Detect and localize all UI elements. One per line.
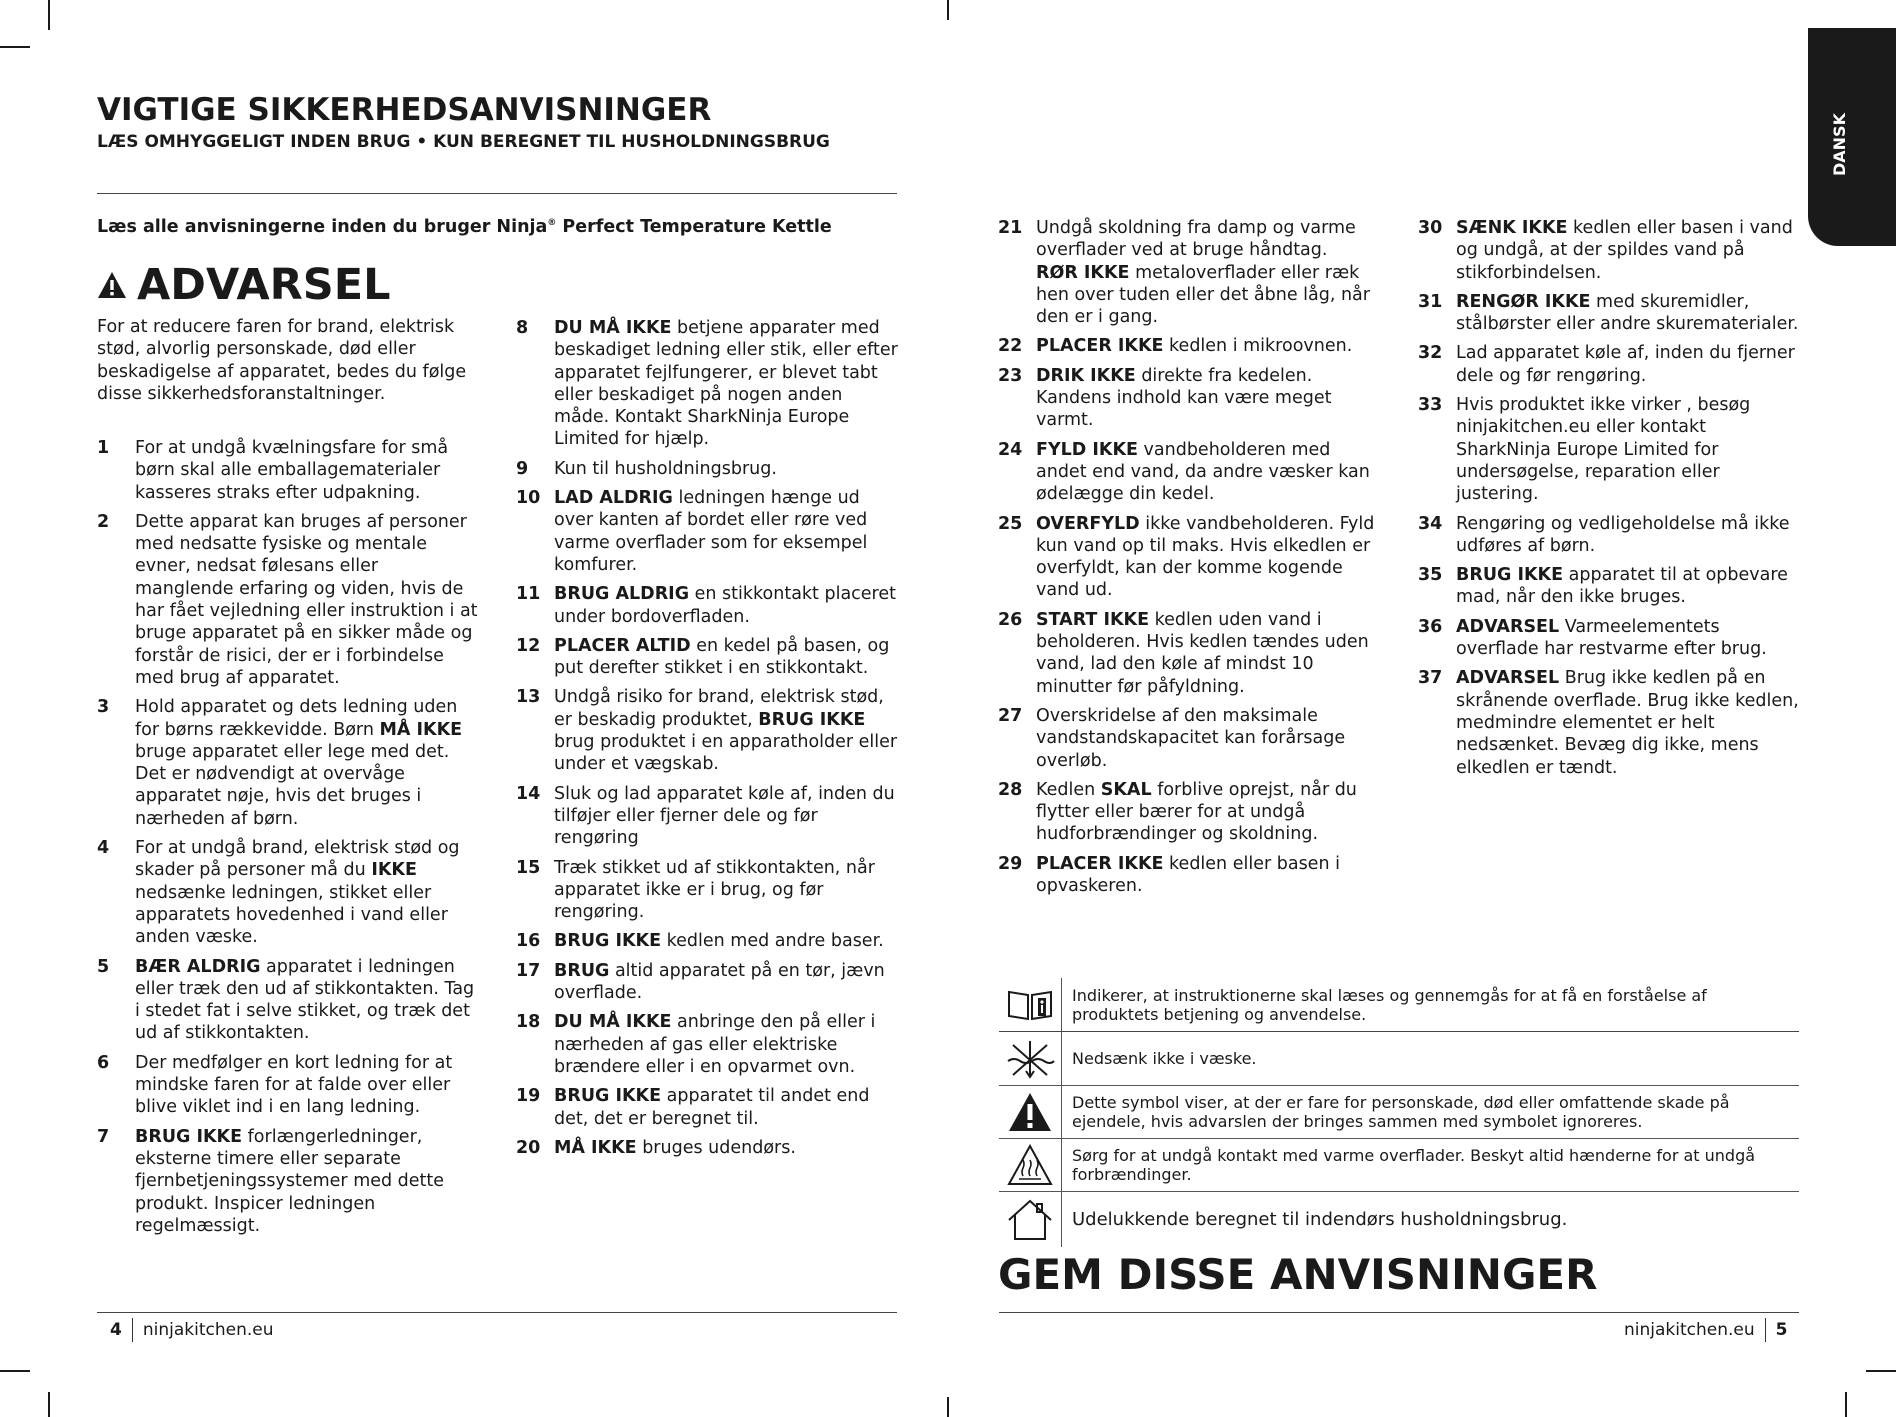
symbol-table [999,978,1799,1247]
item-number: 35 [1418,565,1443,586]
safety-item [1418,342,1803,387]
safety-item [97,437,482,504]
item-number: 9 [516,458,529,479]
safety-item [97,696,482,830]
item-text: SÆNK IKKE kedlen eller basen i vand og undgå, at der spildes vand på stikforbindelsen. [1456,218,1793,283]
crop-mark [1866,1370,1896,1372]
symbol-table-divider [999,1031,1799,1032]
safety-item [998,439,1383,506]
item-number: 6 [97,1052,110,1073]
closing-heading: GEM DISSE ANVISNINGER [998,1250,1598,1299]
item-text: Lad apparatet køle af, inden du fjerner dele og før rengøring. [1456,343,1795,386]
item-text: DRIK IKKE direkte fra kedelen. Kandens indhold kan være meget varmt. [1036,365,1332,431]
item-number: 36 [1418,616,1443,637]
item-text: PLACER IKKE kedlen i mikroovnen. [1036,336,1353,357]
item-text: PLACER ALTID en kedel på basen, og put derefter stikket i en stikkontakt. [554,635,890,679]
items-column-2 [516,317,901,1166]
item-number: 14 [516,783,541,804]
item-text: FYLD IKKE vandbeholderen med andet end vand, da andre væsker kan ødelægge din kedel. [1036,439,1370,505]
item-text: START IKKE kedlen uden vand i beholderen. Hvis kedlen tændes uden vand, lad den køle af mindst 10 minutter før påfyldning. [1036,609,1369,697]
symbol-description: Dette symbol viser, at der er fare for personskade, død eller omfattende skade på ejendele, hvis advarslen der bringes sammen med symbolet ignoreres. [1072,1093,1730,1131]
item-text: BÆR ALDRIG apparatet i ledningen eller træk den ud af stikkontakten. Tag i stedet fat i selve stikket, og træk det ud af stikkontakten. [135,956,475,1044]
items-column-1 [97,437,482,1244]
safety-item [1418,291,1803,336]
footer-separator [1765,1318,1766,1342]
item-number: 11 [516,584,541,605]
safety-item [516,857,901,924]
safety-item [516,686,901,775]
symbol-row [999,1032,1799,1086]
safety-item [1418,513,1803,558]
safety-item [97,956,482,1045]
item-number: 27 [998,705,1023,726]
safety-item [97,1126,482,1237]
crop-mark [0,1370,30,1372]
page-title: VIGTIGE SIKKERHEDSANVISNINGER [97,92,712,128]
header-divider [97,193,897,194]
item-text: Undgå risiko for brand, elektrisk stød, er beskadig produktet, BRUG IKKE brug produktet i en apparatholder eller under et vægskab. [554,687,898,775]
symbol-row [999,1086,1799,1139]
item-number: 2 [97,511,110,532]
items-column-4 [1418,217,1803,786]
item-number: 24 [998,439,1023,460]
item-number: 7 [97,1126,110,1147]
item-number: 18 [516,1012,541,1033]
item-text: Undgå skoldning fra damp og varme overflader ved at bruge håndtag. RØR IKKE metaloverflader eller ræk hen over tuden eller det åbne låg, når den er i gang. [1036,218,1370,328]
safety-item [998,365,1383,432]
safety-item [998,513,1383,602]
item-number: 13 [516,687,541,708]
safety-item [97,837,482,948]
item-text: Kun til husholdningsbrug. [554,458,777,479]
item-number: 21 [998,218,1023,238]
item-number: 3 [97,697,110,718]
item-number: 22 [998,336,1023,357]
warning-triangle-icon [999,1086,1062,1138]
page-subtitle: LÆS OMHYGGELIGT INDEN BRUG • KUN BEREGNET TIL HUSHOLDNINGSBRUG [97,132,830,152]
footer-separator [132,1318,133,1342]
indoor-house-icon [999,1192,1062,1247]
item-number: 4 [97,838,110,859]
item-number: 23 [998,365,1023,386]
safety-item [516,783,901,850]
safety-item [516,458,901,480]
hot-surface-icon [999,1139,1062,1191]
footer-site-link[interactable]: ninjakitchen.eu [1624,1320,1755,1340]
warning-heading: ADVARSEL [97,260,390,310]
safety-item [1418,394,1803,505]
safety-item [516,1085,901,1130]
crop-mark [0,46,30,48]
warning-text: For at reducere faren for brand, elektrisk stød, alvorlig personskade, død eller beskadigelse af apparatet, bedes du følge disse sikkerhedsforanstaltninger. [97,317,467,404]
safety-item [998,705,1383,772]
item-number: 32 [1418,343,1443,364]
safety-item [998,779,1383,846]
item-number: 20 [516,1137,541,1158]
intro-line: Læs alle anvisningerne inden du bruger Ninja® Perfect Temperature Kettle [97,217,832,237]
items-column-3 [998,217,1383,904]
item-text: RENGØR IKKE med skuremidler, stålbørster eller andre skurematerialer. [1456,291,1799,335]
item-number: 12 [516,635,541,656]
item-number: 28 [998,779,1023,800]
symbol-description: Indikerer, at instruktionerne skal læses og gennemgås for at få en forståelse af produktets betjening og anvendelse. [1072,985,1707,1024]
language-tab-label: DANSK [1830,113,1849,176]
item-number: 5 [97,956,110,977]
item-text: Rengøring og vedligeholdelse må ikke udføres af børn. [1456,513,1790,556]
symbol-description: Sørg for at undgå kontakt med varme overflader. Beskyt altid hænderne for at undgå forbrændinger. [1072,1146,1756,1184]
safety-item [998,335,1383,357]
item-number: 29 [998,853,1023,874]
item-number: 10 [516,488,541,509]
item-text: BRUG IKKE apparatet til at opbevare mad, når den ikke bruges. [1456,565,1788,608]
item-text: Sluk og lad apparatet køle af, inden du tilføjer eller fjerner dele og før rengøring [554,783,895,849]
item-text: Overskridelse af den maksimale vandstandskapacitet kan forårsage overløb. [1036,705,1346,771]
crop-mark [947,1397,949,1417]
item-text: Træk stikket ud af stikkontakten, når apparatet ikke er i brug, og før rengøring. [554,857,875,923]
warning-triangle-icon [97,271,127,299]
safety-item [1418,616,1803,661]
no-immerse-icon [999,1032,1062,1085]
item-number: 8 [516,318,529,338]
safety-item [516,960,901,1005]
safety-item [1418,217,1803,284]
item-number: 1 [97,438,110,458]
safety-item [516,635,901,680]
symbol-row [999,1192,1799,1247]
footer-left [110,1318,273,1342]
safety-item [97,1052,482,1119]
item-text: Hold apparatet og dets ledning uden for børns rækkevidde. Børn MÅ IKKE bruge apparatet eller lege med det. Det er nødvendigt at overvåge apparatet nøje, hvis det bruges i nærheden af børn. [135,697,463,829]
item-text: OVERFYLD ikke vandbeholderen. Fyld kun vand op til maks. Hvis elkedlen er overfyldt, kan der komme kogende vand ud. [1036,513,1375,601]
footer-site-link[interactable]: ninjakitchen.eu [142,1320,274,1340]
item-number: 15 [516,857,541,878]
item-text: Dette apparat kan bruges af personer med nedsatte fysiske og mentale evner, nedsat følesans eller manglende erfaring og viden, hvis de har fået vejledning eller instruktion i at bruge apparatet på en sikker måde og forstår de risici, der er i forbindelse med brug af apparatet. [135,511,478,688]
crop-mark [947,0,949,20]
item-text: BRUG IKKE apparatet til andet end det, det er beregnet til. [554,1086,870,1129]
safety-item [998,217,1383,328]
safety-item [516,1137,901,1159]
item-text: Der medfølger en kort ledning for at mindske faren for at falde over eller blive viklet ind i en lang ledning. [135,1052,453,1118]
item-number: 25 [998,513,1023,534]
item-text: BRUG IKKE kedlen med andre baser. [554,931,884,952]
item-text: Hvis produktet ikke virker , besøg ninjakitchen.eu eller kontakt SharkNinja Europe Limited for undersøgelse, reparation eller justering. [1456,395,1751,505]
safety-item [516,583,901,628]
symbol-description: Nedsænk ikke i væske. [1072,1049,1257,1068]
page-number: 5 [1775,1320,1788,1340]
item-text: LAD ALDRIG ledningen hænge ud over kanten af bordet eller røre ved varme overflader som for eksempel komfurer. [554,488,868,575]
symbol-description: Udelukkende beregnet til indendørs husholdningsbrug. [1072,1209,1568,1230]
safety-item [516,1011,901,1078]
safety-item [998,609,1383,698]
item-number: 30 [1418,218,1443,238]
symbol-row [999,978,1799,1032]
item-text: For at undgå brand, elektrisk stød og skader på personer må du IKKE nedsænke ledningen, stikket eller apparatets hovedenhed i vand eller anden væske. [135,838,460,948]
item-number: 33 [1418,395,1443,416]
language-tab [1808,28,1896,246]
item-text: BRUG IKKE forlængerledninger, eksterne timere eller separate fjernbetjeningssystemer med dette produkt. Inspicer ledningen regelmæssigt. [135,1126,445,1236]
safety-item [516,930,901,952]
item-text: ADVARSEL Brug ikke kedlen på en skrånende overflade. Brug ikke kedlen, medmindre elementet er helt nedsænket. Bevæg dig ikke, mens elkedlen er tændt. [1456,668,1799,778]
crop-mark [1845,1392,1847,1417]
safety-item [516,487,901,576]
crop-mark [48,0,50,30]
item-number: 19 [516,1086,541,1107]
footer-right [1624,1318,1787,1342]
item-number: 31 [1418,291,1443,312]
item-text: BRUG ALDRIG en stikkontakt placeret under bordoverfladen. [554,584,896,627]
page-number: 4 [110,1320,122,1340]
safety-item [97,511,482,689]
footer-divider-left [97,1312,897,1313]
item-text: DU MÅ IKKE betjene apparater med beskadiget ledning eller stik, eller efter apparatet fejlfungerer, er blevet tabt eller beskadiget på nogen anden måde. Kontakt SharkNinja Europe Limited for hjælp. [554,318,898,450]
safety-item [516,317,901,451]
item-number: 16 [516,931,541,952]
item-number: 34 [1418,513,1443,534]
item-number: 26 [998,609,1023,630]
item-text: DU MÅ IKKE anbringe den på eller i nærheden af gas eller elektriske brændere eller i en opvarmet ovn. [554,1012,876,1077]
item-text: BRUG altid apparatet på en tør, jævn overflade. [554,960,885,1004]
item-text: ADVARSEL Varmeelementets overflade har restvarme efter brug. [1456,616,1767,660]
safety-item [1418,667,1803,778]
item-number: 37 [1418,668,1443,689]
item-number: 17 [516,960,541,981]
safety-item [1418,564,1803,609]
item-text: PLACER IKKE kedlen eller basen i opvaskeren. [1036,853,1340,897]
safety-item [998,853,1383,898]
symbol-row [999,1139,1799,1192]
footer-divider-right [999,1312,1799,1313]
manual-info-icon [999,978,1062,1031]
crop-mark [48,1392,50,1417]
item-text: MÅ IKKE bruges udendørs. [554,1137,796,1158]
item-text: For at undgå kvælningsfare for små børn skal alle emballagematerialer kasseres straks efter udpakning. [135,438,449,503]
item-text: Kedlen SKAL forblive oprejst, når du flytter eller bærer for at undgå hudforbrændinger og skoldning. [1036,779,1357,845]
